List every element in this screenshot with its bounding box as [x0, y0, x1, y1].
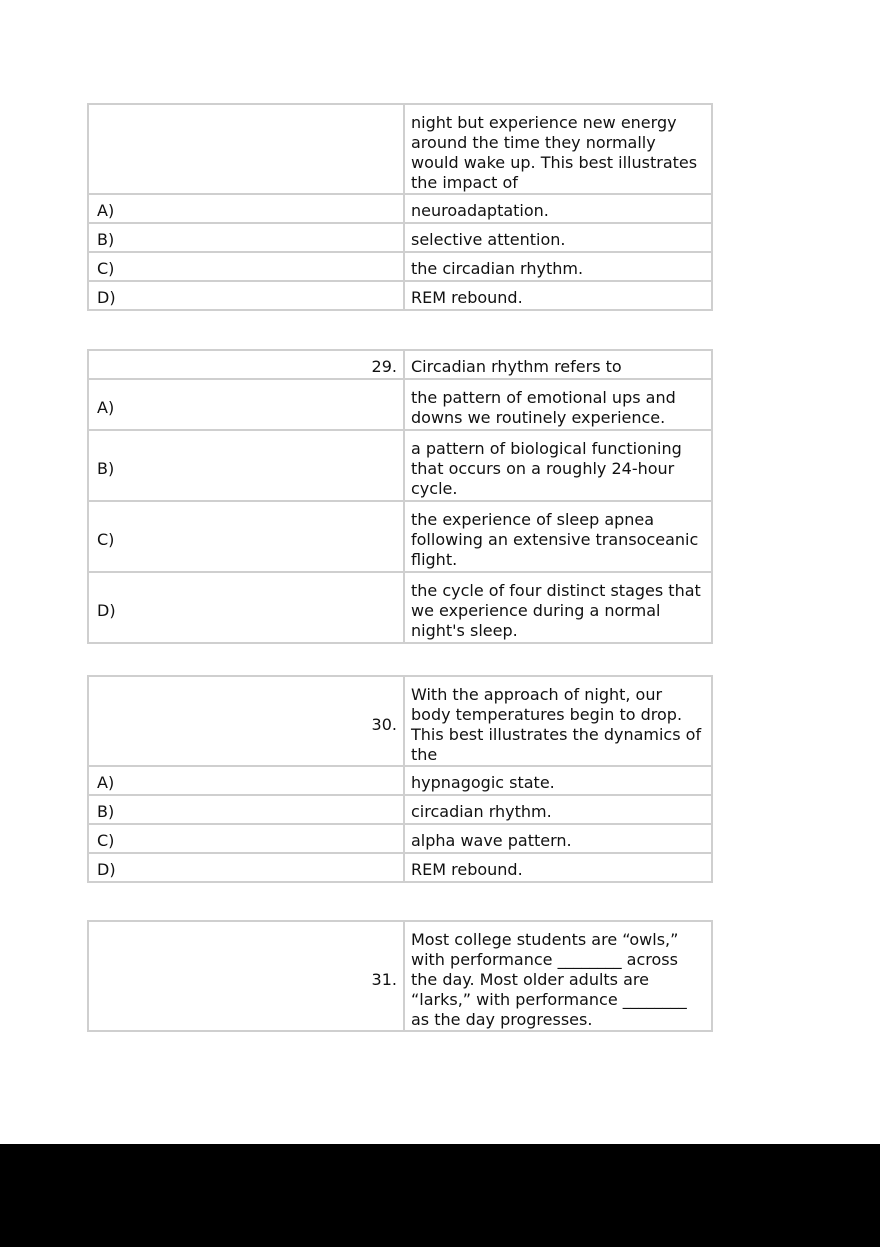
question-number: 30.: [88, 676, 404, 766]
option-row[interactable]: [88, 853, 712, 882]
option-text: REM rebound.: [404, 281, 712, 310]
option-letter: A): [88, 379, 404, 430]
bottom-black-bar: [0, 1144, 880, 1247]
option-row[interactable]: [88, 795, 712, 824]
option-letter: C): [88, 501, 404, 572]
question-stem-row: [88, 104, 712, 194]
question-number: 31.: [88, 921, 404, 1031]
option-letter: D): [88, 853, 404, 882]
option-text: circadian rhythm.: [404, 795, 712, 824]
option-row[interactable]: [88, 824, 712, 853]
option-text: selective attention.: [404, 223, 712, 252]
option-row[interactable]: [88, 223, 712, 252]
question-table-28: [87, 103, 713, 311]
option-letter: B): [88, 223, 404, 252]
question-table-30: [87, 675, 713, 883]
option-letter: C): [88, 824, 404, 853]
option-row[interactable]: [88, 252, 712, 281]
option-row[interactable]: [88, 194, 712, 223]
question-stem-row: [88, 676, 712, 766]
option-row[interactable]: [88, 766, 712, 795]
question-number: 29.: [88, 350, 404, 379]
option-text: a pattern of biological functioning that occurs on a roughly 24-hour cycle.: [404, 430, 712, 501]
option-letter: D): [88, 572, 404, 643]
question-stem-row: [88, 921, 712, 1031]
option-text: neuroadaptation.: [404, 194, 712, 223]
question-stem-row: [88, 350, 712, 379]
option-text: alpha wave pattern.: [404, 824, 712, 853]
question-table-29: [87, 349, 713, 644]
option-text: the cycle of four distinct stages that we experience during a normal night's sleep.: [404, 572, 712, 643]
option-row[interactable]: [88, 430, 712, 501]
option-row[interactable]: [88, 501, 712, 572]
option-row[interactable]: [88, 572, 712, 643]
option-letter: A): [88, 766, 404, 795]
question-stem: With the approach of night, our body temperatures begin to drop. This best illustrates the dynamics of the: [404, 676, 712, 766]
question-table-31: [87, 920, 713, 1032]
question-stem: night but experience new energy around the time they normally would wake up. This best illustrates the impact of: [404, 104, 712, 194]
option-text: the pattern of emotional ups and downs we routinely experience.: [404, 379, 712, 430]
option-text: REM rebound.: [404, 853, 712, 882]
option-text: the circadian rhythm.: [404, 252, 712, 281]
option-letter: B): [88, 430, 404, 501]
question-stem: Most college students are “owls,” with performance ________ across the day. Most older adults are “larks,” with performance ________ as the day progresses.: [404, 921, 712, 1031]
question-stem: Circadian rhythm refers to: [404, 350, 712, 379]
option-letter: C): [88, 252, 404, 281]
option-text: the experience of sleep apnea following an extensive transoceanic flight.: [404, 501, 712, 572]
question-number: [88, 104, 404, 194]
option-letter: A): [88, 194, 404, 223]
option-row[interactable]: [88, 281, 712, 310]
option-letter: D): [88, 281, 404, 310]
option-text: hypnagogic state.: [404, 766, 712, 795]
option-row[interactable]: [88, 379, 712, 430]
option-letter: B): [88, 795, 404, 824]
